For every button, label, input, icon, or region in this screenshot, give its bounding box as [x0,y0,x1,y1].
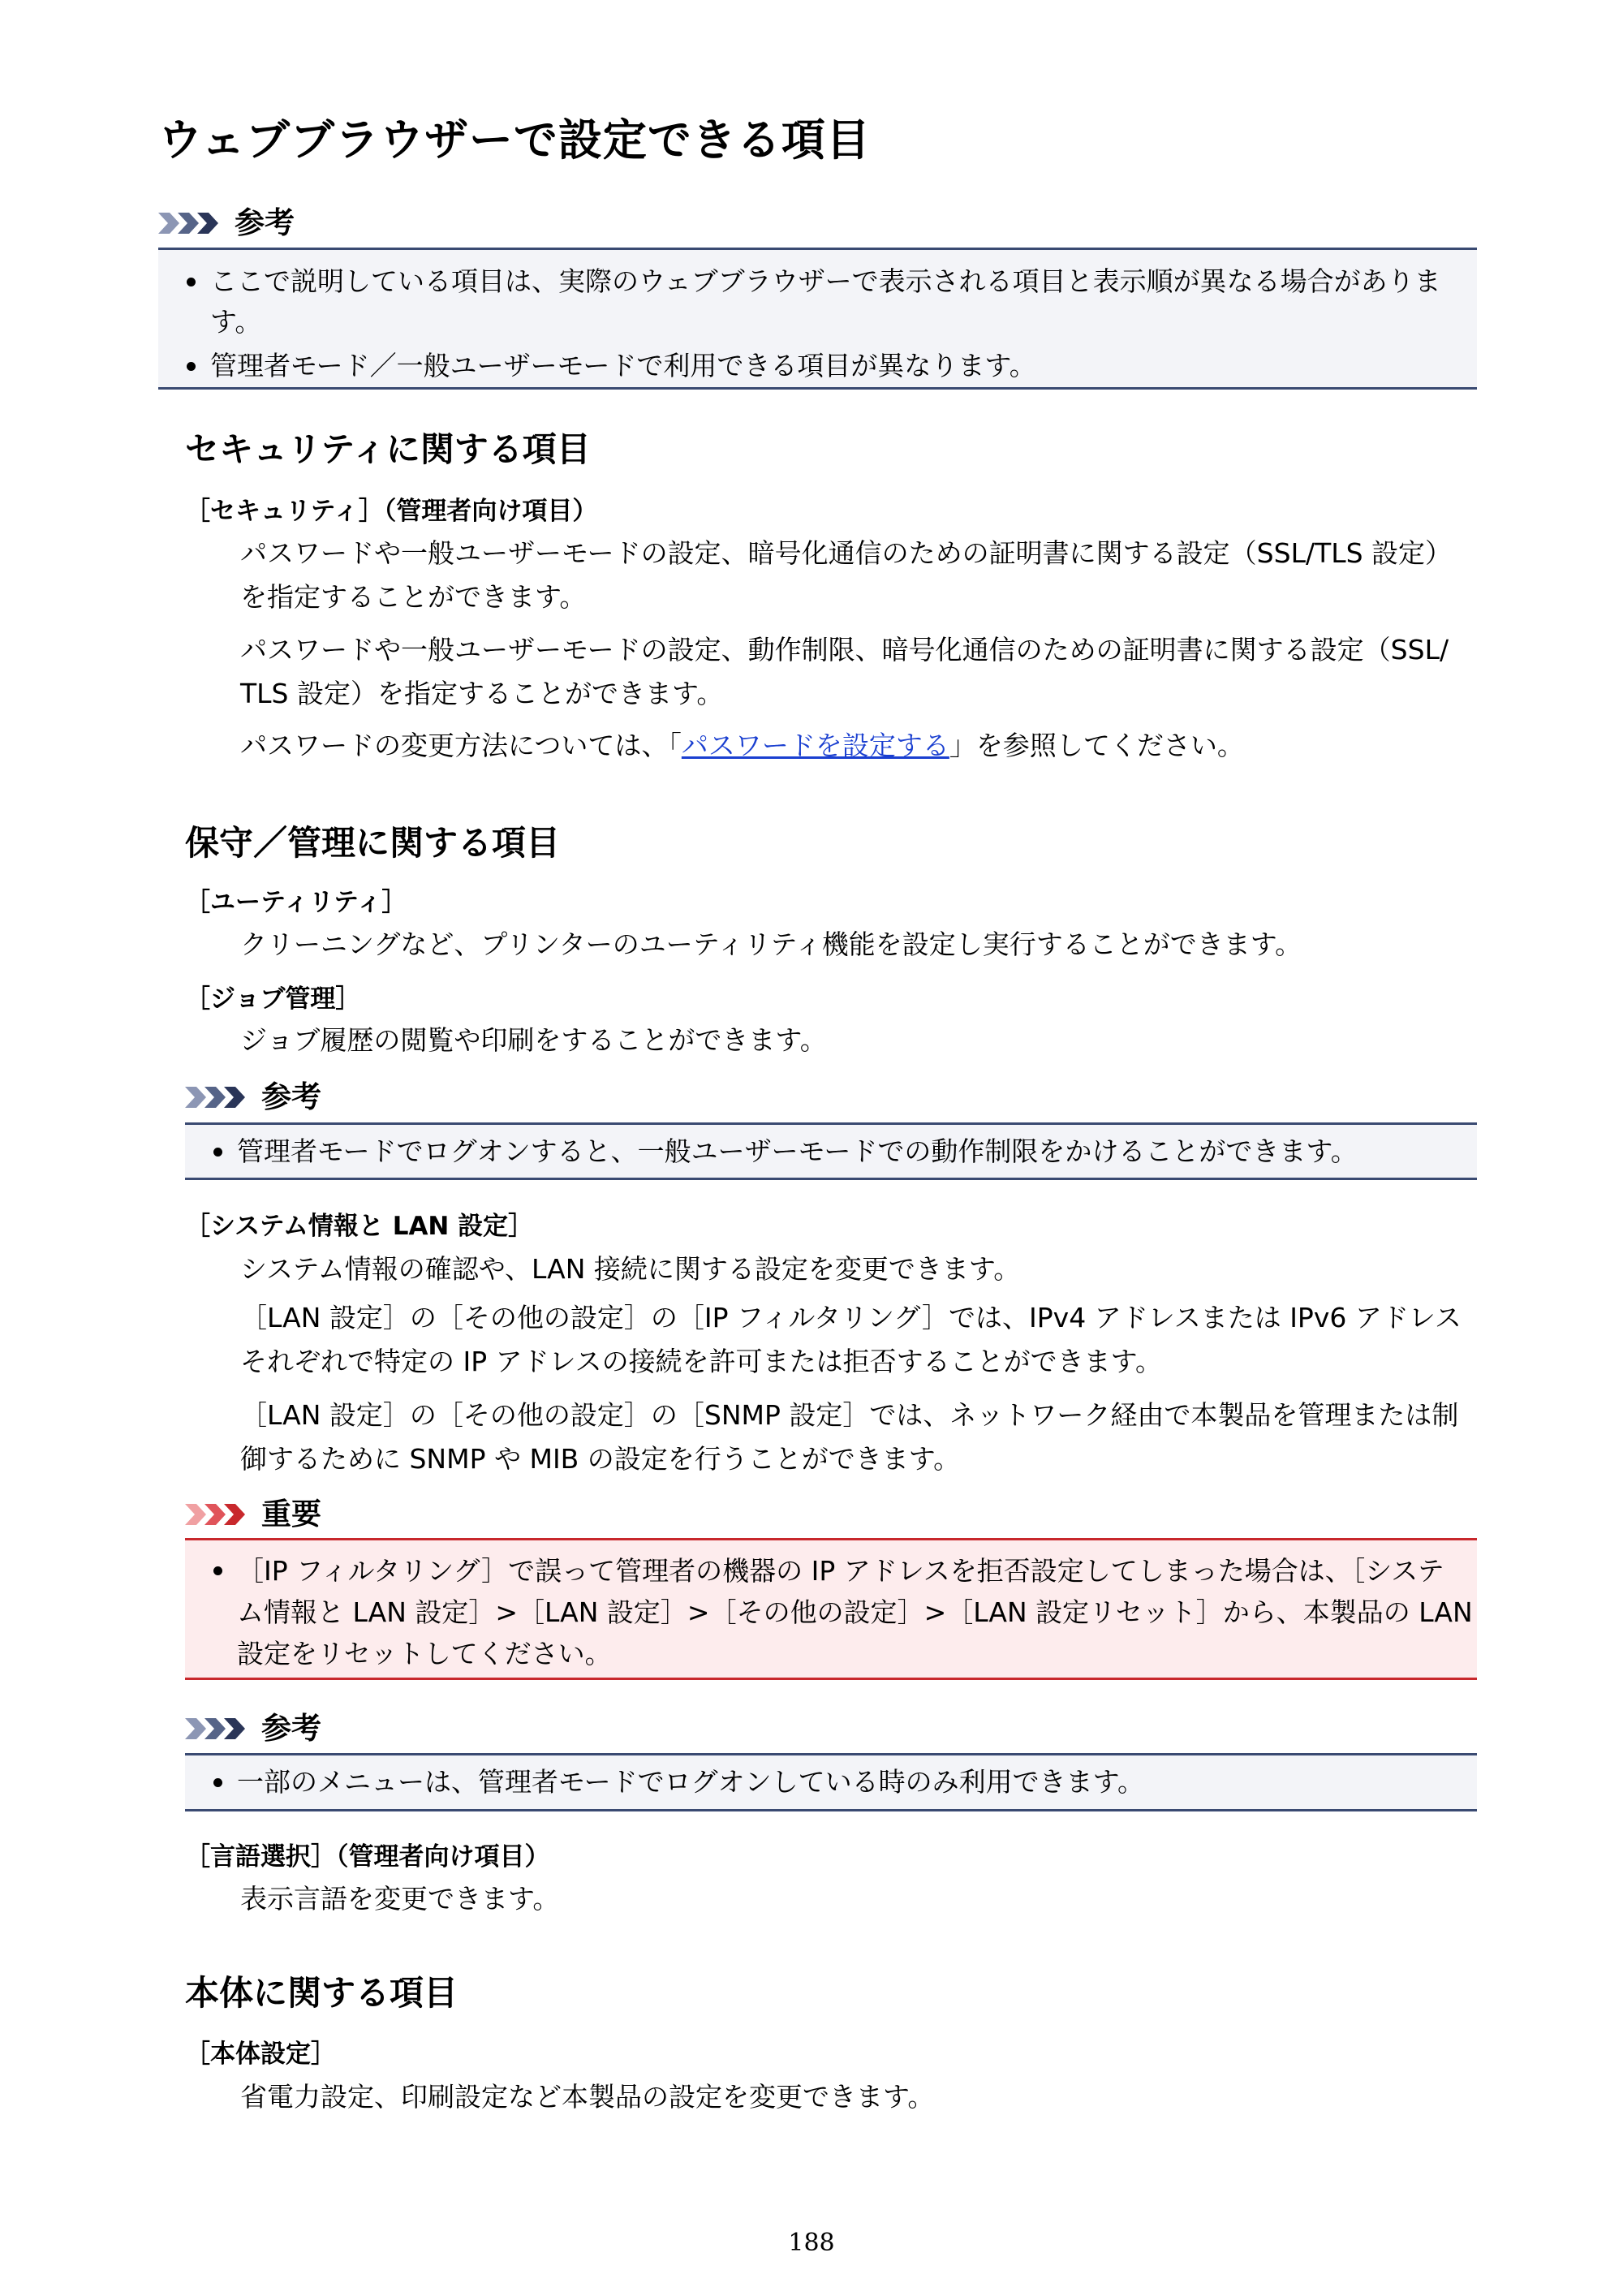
term-system-info: ［システム情報と LAN 設定］ [185,1212,534,1241]
term-utility: ［ユーティリティ］ [185,888,407,917]
important-line: ［IP フィルタリング］で誤って管理者の機器の IP アドレスを拒否設定してしまった場合は、［システ [237,1555,1444,1587]
note-item [209,1131,1477,1172]
sysinfo-paragraph-2 [240,1296,1482,1384]
section-heading-maintenance: 保守／管理に関する項目 [185,823,561,863]
note-label: 参考 [261,1079,321,1114]
para-text: 」を参照してください。 [949,730,1244,761]
note-header [185,1079,321,1115]
term-security: ［セキュリティ］（管理者向け項目） [185,497,598,526]
note-item-text: 管理者モードでログオンすると、一般ユーザーモードでの動作制限をかけることができます。 [237,1135,1358,1167]
note-label: 参考 [235,205,295,240]
important-line: ム情報と LAN 設定］>［LAN 設定］>［その他の設定］>［LAN 設定リセット］から、本製品の LAN [237,1596,1473,1628]
para-line: 御するために SNMP や MIB の設定を行うことができます。 [240,1443,961,1475]
note-label: 参考 [261,1711,321,1746]
note-item [209,1762,1477,1803]
utility-text: クリーニングなど、プリンターのユーティリティ機能を設定し実行することができます。 [240,928,1302,960]
para-line: パスワードや一般ユーザーモードの設定、動作制限、暗号化通信のための証明書に関する設定（SSL/ [240,634,1449,666]
section-heading-security: セキュリティに関する項目 [185,429,591,469]
para-line: ［LAN 設定］の［その他の設定］の［SNMP 設定］では、ネットワーク経由で本製品を管理または制 [240,1399,1459,1431]
note-item-text: ここで説明している項目は、実際のウェブブラウザーで表示される項目と表示順が異なる場合がありま [210,265,1441,297]
para-line: TLS 設定）を指定することができます。 [240,678,724,709]
note-box [185,1122,1477,1180]
important-header [185,1497,321,1532]
important-label: 重要 [261,1497,321,1531]
important-line: 設定をリセットしてください。 [237,1638,612,1669]
para-line: それぞれで特定の IP アドレスの接続を許可または拒否することができます。 [240,1346,1162,1377]
para-line: ［LAN 設定］の［その他の設定］の［IP フィルタリング］では、IPv4 アドレスまたは IPv6 アドレス [240,1302,1462,1333]
language-text: 表示言語を変更できます。 [240,1883,560,1915]
job-text: ジョブ履歴の閲覧や印刷をすることができます。 [240,1024,827,1056]
para-line: を指定することができます。 [240,581,587,613]
para-text: パスワードの変更方法については、「 [240,730,682,761]
section-heading-device: 本体に関する項目 [185,1973,458,2013]
note-item [183,346,1477,386]
important-box [185,1538,1477,1680]
chevron-arrows-icon [185,1085,252,1109]
term-device-settings: ［本体設定］ [185,2040,336,2069]
note-box [185,1753,1477,1811]
term-language: ［言語選択］（管理者向け項目） [185,1842,550,1872]
note-box [158,248,1477,390]
note-item-text: 一部のメニューは、管理者モードでログオンしている時のみ利用できます。 [237,1766,1145,1798]
para-line: パスワードや一般ユーザーモードの設定、暗号化通信のための証明書に関する設定（SSL/TLS 設定） [240,537,1453,569]
security-paragraph-2 [240,628,1482,716]
note-item [183,261,1477,342]
note-item-text-cont: す。 [210,306,262,338]
password-setting-link[interactable]: パスワードを設定する [681,730,949,761]
device-text: 省電力設定、印刷設定など本製品の設定を変更できます。 [240,2081,935,2113]
security-paragraph-1 [240,532,1482,619]
note-header [158,205,295,241]
chevron-arrows-icon [158,211,225,235]
chevron-arrows-icon [185,1502,252,1527]
chevron-arrows-icon [185,1717,252,1741]
important-item [209,1550,1477,1674]
sysinfo-paragraph-1: システム情報の確認や、LAN 接続に関する設定を変更できます。 [240,1253,1021,1285]
term-job: ［ジョブ管理］ [185,984,361,1014]
note-item-text: 管理者モード／一般ユーザーモードで利用できる項目が異なります。 [210,350,1036,381]
page-number: 188 [788,2229,835,2257]
page-title: ウェブブラウザーで設定できる項目 [158,114,871,166]
sysinfo-paragraph-3 [240,1394,1482,1481]
security-paragraph-3 [240,724,1482,768]
note-header [185,1711,321,1747]
